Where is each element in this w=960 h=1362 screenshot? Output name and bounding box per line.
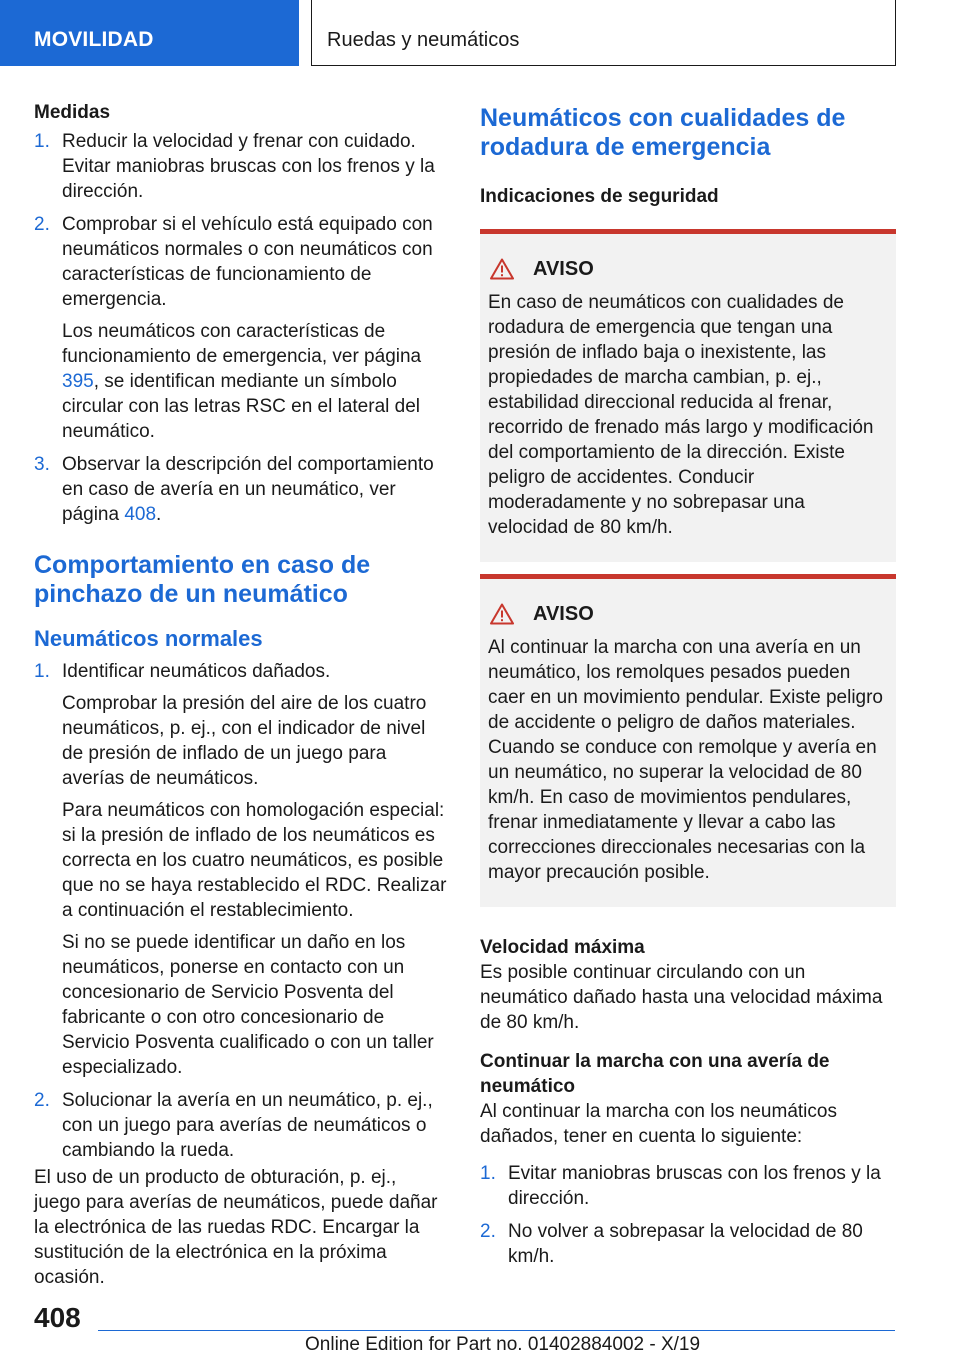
list-item [34,129,448,204]
edition-note: Online Edition for Part no. 01402884002 - X/19 [305,1334,701,1355]
list-item [34,659,448,1080]
text-part: Observar la descripción del comportamiento en caso de avería en un neumático, ver página [62,454,434,525]
subtext-part: Los neumáticos con características de funcionamiento de emergencia, ver página [62,321,422,367]
list-text [62,452,448,527]
medidas-title: Medidas [34,102,111,123]
list-text: No volver a sobrepasar la velocidad de 80 km/h. [508,1221,863,1267]
list-item [34,452,448,527]
warning-text: Al continuar la marcha con una avería en un neumático, los remolques pesados pueden caer en un movimiento pendular. Existe peligro de accidente o peligro de daños materiales. Cuando se conduce con remolque y avería en un neumático, no superar la velocidad de 80 km/h. En caso de movimientos pendulares, frenar inmediatamente y llevar a cabo las correcciones direccionales necesarias con la mayor precaución posible. [488,637,884,883]
list-text: Reducir la velocidad y frenar con cuidado. Evitar maniobras bruscas con los frenos y la dirección. [62,131,435,202]
list-number: 1. [480,1163,496,1184]
list-item [480,1219,896,1269]
continue-text: Al continuar la marcha con los neumáticos dañados, tener en cuenta lo siguiente: [480,1101,837,1147]
page-link-408[interactable]: 408 [124,504,157,525]
subsection-heading: Neumáticos normales [34,626,263,651]
warning-triangle-icon [490,258,514,280]
list-number: 1. [34,131,50,152]
warning-title: AVISO [533,258,594,280]
chapter-tab [311,0,896,66]
speed-title: Velocidad máxima [480,937,645,958]
list-number: 1. [34,661,50,682]
right-column [480,104,896,1269]
list-text: Solucionar la avería en un neumático, p. ej., con un juego para averías de neumáticos o cambiando la rueda. [62,1090,433,1161]
list-subtext: Si no se puede identificar un daño en los neumáticos, ponerse en contacto con un concesionario de Servicio Posventa del fabricante o con otro concesionario de Servicio Posventa cualificado o con un taller especializado. [62,932,434,1078]
list-item [34,212,448,444]
left-column [34,100,448,1290]
chapter-title: Ruedas y neumáticos [327,29,520,51]
list-number: 2. [34,1090,50,1111]
speed-text: Es posible continuar circulando con un neumático dañado hasta una velocidad máxima de 80 km/h. [480,962,883,1033]
list-item [34,1088,448,1163]
warning-title: AVISO [533,603,594,625]
section-heading: Neumáticos con cualidades de rodadura de emergencia [480,104,846,161]
section-heading: Comportamiento en caso de pinchazo de un neumático [34,551,371,608]
list-text: Identificar neumáticos dañados. [62,661,331,682]
warning-header [488,256,888,282]
page-header [0,0,960,66]
normal-tires-list [34,659,448,1163]
footer-divider [98,1330,895,1331]
list-subtext: Para neumáticos con homologación especial: si la presión de inflado de los neumáticos es correcta en los cuatro neumáticos, es posible que no se haya restablecido el RDC. Realizar a continuación el restablecimiento. [62,800,447,921]
subtext-part: , se identifican mediante un símbolo circular con las letras RSC en el lateral del neumático. [62,371,420,442]
continue-list [480,1161,896,1269]
list-number: 2. [480,1221,496,1242]
warning-header [488,601,888,627]
list-number: 3. [34,454,50,475]
section-tab [0,0,299,66]
list-text: Comprobar si el vehículo está equipado con neumáticos normales o con neumáticos con características de funcionamiento de emergencia. [62,214,433,310]
safety-title: Indicaciones de seguridad [480,186,719,207]
list-item [480,1161,896,1211]
page-number: 408 [34,1302,81,1333]
warning-box [480,229,896,562]
list-subtext [62,319,448,444]
list-text: Evitar maniobras bruscas con los frenos y la dirección. [508,1163,881,1209]
warning-box [480,574,896,907]
list-subtext: Comprobar la presión del aire de los cuatro neumáticos, p. ej., con el indicador de nivel de presión de inflado de un juego para averías de neumáticos. [62,693,427,789]
closing-paragraph: El uso de un producto de obturación, p. ej., juego para averías de neumáticos, puede dañar la electrónica de las ruedas RDC. Encargar la sustitución de la electrónica en la próxima ocasión. [34,1167,438,1288]
medidas-list [34,129,448,527]
text-part: . [156,504,162,525]
warning-text: En caso de neumáticos con cualidades de rodadura de emergencia que tengan una presión de inflado baja o inexistente, las propiedades de marcha cambian, p. ej., estabilidad direccional reducida al frenar, recorrido de frenado más largo y modificación del comportamiento de la dirección. Existe peligro de accidentes. Conducir moderadamente y no sobrepasar una velocidad de 80 km/h. [488,292,874,538]
list-number: 2. [34,214,50,235]
continue-title: Continuar la marcha con una avería de neumático [480,1051,830,1097]
warning-triangle-icon [490,603,514,625]
section-title: MOVILIDAD [34,28,154,51]
page-link-395[interactable]: 395 [62,371,94,392]
